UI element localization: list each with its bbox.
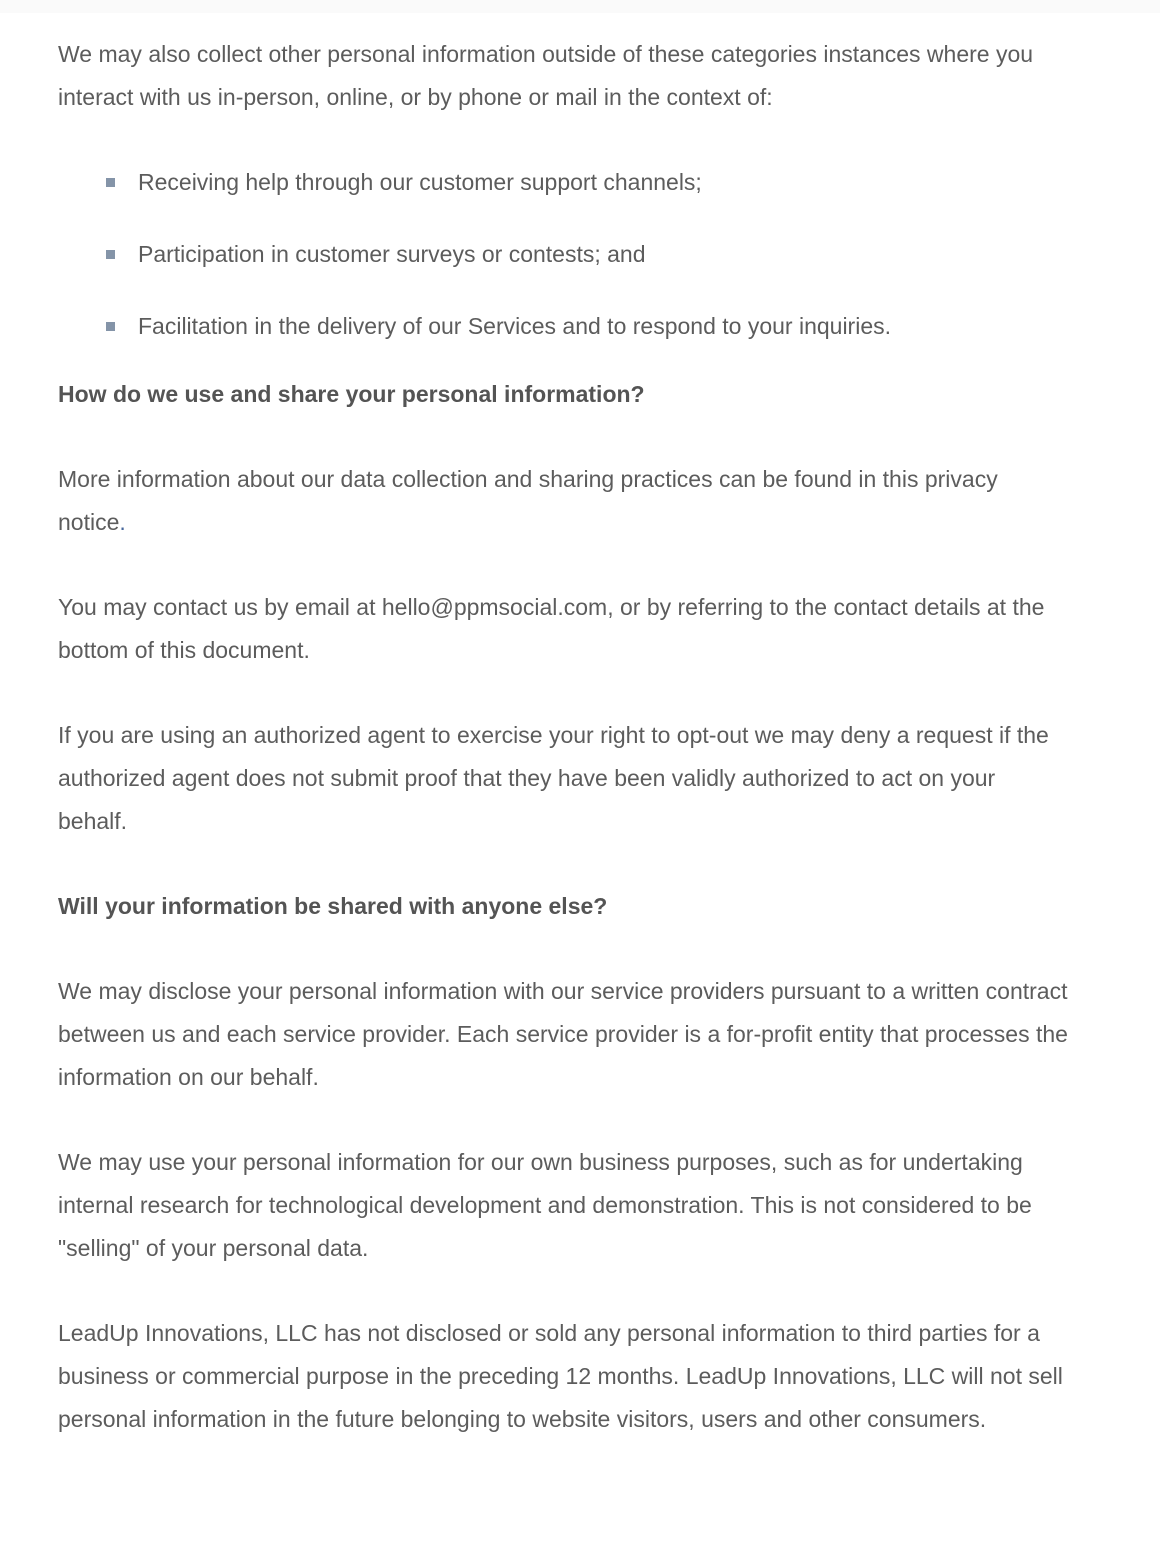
paragraph-more-information (58, 458, 1070, 544)
top-edge-band (0, 0, 1160, 13)
privacy-policy-document (0, 13, 1070, 1529)
bullet-square-icon (106, 322, 115, 331)
bullet-square-icon (106, 250, 115, 259)
privacy-notice-link[interactable]: . (119, 509, 126, 535)
collection-context-list (58, 161, 1070, 348)
list-item (58, 161, 1070, 204)
paragraph-other-personal-info: We may also collect other personal information outside of these categories instances where you interact with us in-person, online, or by phone or mail in the context of: (58, 41, 1034, 110)
list-item (58, 305, 1070, 348)
paragraph-more-information-text: More information about our data collection and sharing practices can be found in this privacy notice (58, 466, 998, 535)
bullet-square-icon (106, 178, 115, 187)
paragraph-contact-email: You may contact us by email at hello@ppmsocial.com, or by referring to the contact details at the bottom of this document. (58, 594, 1045, 663)
paragraph-authorized-agent: If you are using an authorized agent to exercise your right to opt-out we may deny a request if the authorized agent does not submit proof that they have been validly authorized to act on your behalf. (58, 722, 1049, 834)
list-item-text: Participation in customer surveys or contests; and (138, 241, 646, 267)
paragraph-disclose-service-providers: We may disclose your personal information with our service providers pursuant to a written contract between us and each service provider. Each service provider is a for-profit entity that processes the information on our behalf. (58, 978, 1068, 1090)
list-item-text: Facilitation in the delivery of our Services and to respond to your inquiries. (138, 313, 892, 339)
paragraph-business-purposes: We may use your personal information for our own business purposes, such as for undertaking internal research for technological development and demonstration. This is not considered to be "selling" of your personal data. (58, 1149, 1032, 1261)
list-item-text: Receiving help through our customer support channels; (138, 169, 702, 195)
heading-shared-with-anyone: Will your information be shared with anyone else? (58, 893, 608, 919)
paragraph-leadup-no-sale: LeadUp Innovations, LLC has not disclosed or sold any personal information to third parties for a business or commercial purpose in the preceding 12 months. LeadUp Innovations, LLC will not sell personal information in the future belonging to website visitors, users and other consumers. (58, 1320, 1063, 1432)
heading-use-and-share: How do we use and share your personal information? (58, 381, 645, 407)
list-item (58, 233, 1070, 276)
